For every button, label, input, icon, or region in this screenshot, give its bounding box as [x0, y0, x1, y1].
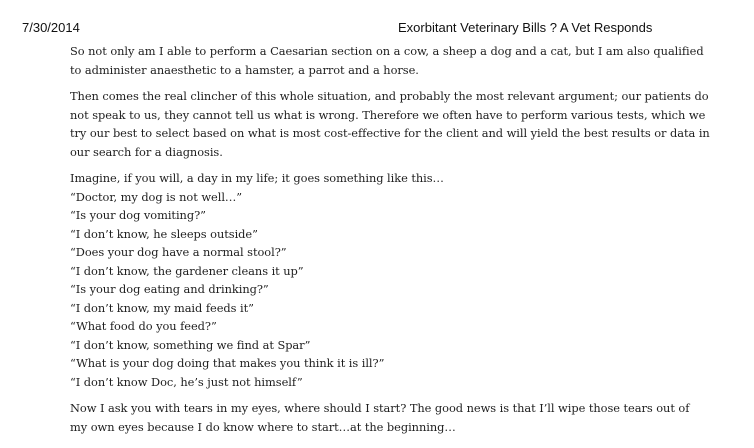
paragraph-patients-cannot-speak: Then comes the real clincher of this whole situation, and probably the most relevant argument; our patients do not speak to us, they cannot tell us what is wrong. Therefore we often have to perform various tests, which we try our best to select based on what is most cost-effective for the client and will yield the best results or data in our search for a diagnosis.: [70, 89, 710, 159]
dialogue-line: “Doctor, my dog is not well…”: [70, 189, 243, 204]
dialogue-line: “Is your dog vomiting?”: [70, 208, 206, 222]
article-body: [70, 42, 710, 444]
dialogue-line: “I don’t know Doc, he’s just not himself”: [70, 374, 303, 389]
dialogue-line: “What food do you feed?”: [70, 319, 217, 333]
dialogue-block: [70, 169, 710, 391]
document-title: Exorbitant Veterinary Bills ? A Vet Responds: [398, 20, 653, 35]
paragraph-closing: Now I ask you with tears in my eyes, where should I start? The good news is that I’ll wipe those tears out of my own eyes because I do know where to start…at the beginning…: [70, 401, 690, 434]
dialogue-line: “I don’t know, something we find at Spar”: [70, 337, 311, 352]
paragraph-qualifications: So not only am I able to perform a Caesarian section on a cow, a sheep a dog and a cat, but I am also qualified to administer anaesthetic to a hamster, a parrot and a horse.: [70, 44, 704, 77]
dialogue-line: “Does your dog have a normal stool?”: [70, 245, 287, 259]
print-date: 7/30/2014: [22, 20, 80, 35]
dialogue-line: “What is your dog doing that makes you think it is ill?”: [70, 356, 385, 370]
dialogue-intro: Imagine, if you will, a day in my life; it goes something like this…: [70, 171, 444, 185]
dialogue-line: “Is your dog eating and drinking?”: [70, 282, 269, 296]
dialogue-line: “I don’t know, the gardener cleans it up”: [70, 263, 304, 278]
dialogue-line: “I don’t know, he sleeps outside”: [70, 226, 258, 241]
dialogue-line: “I don’t know, my maid feeds it”: [70, 300, 254, 315]
page-header: [0, 20, 754, 38]
